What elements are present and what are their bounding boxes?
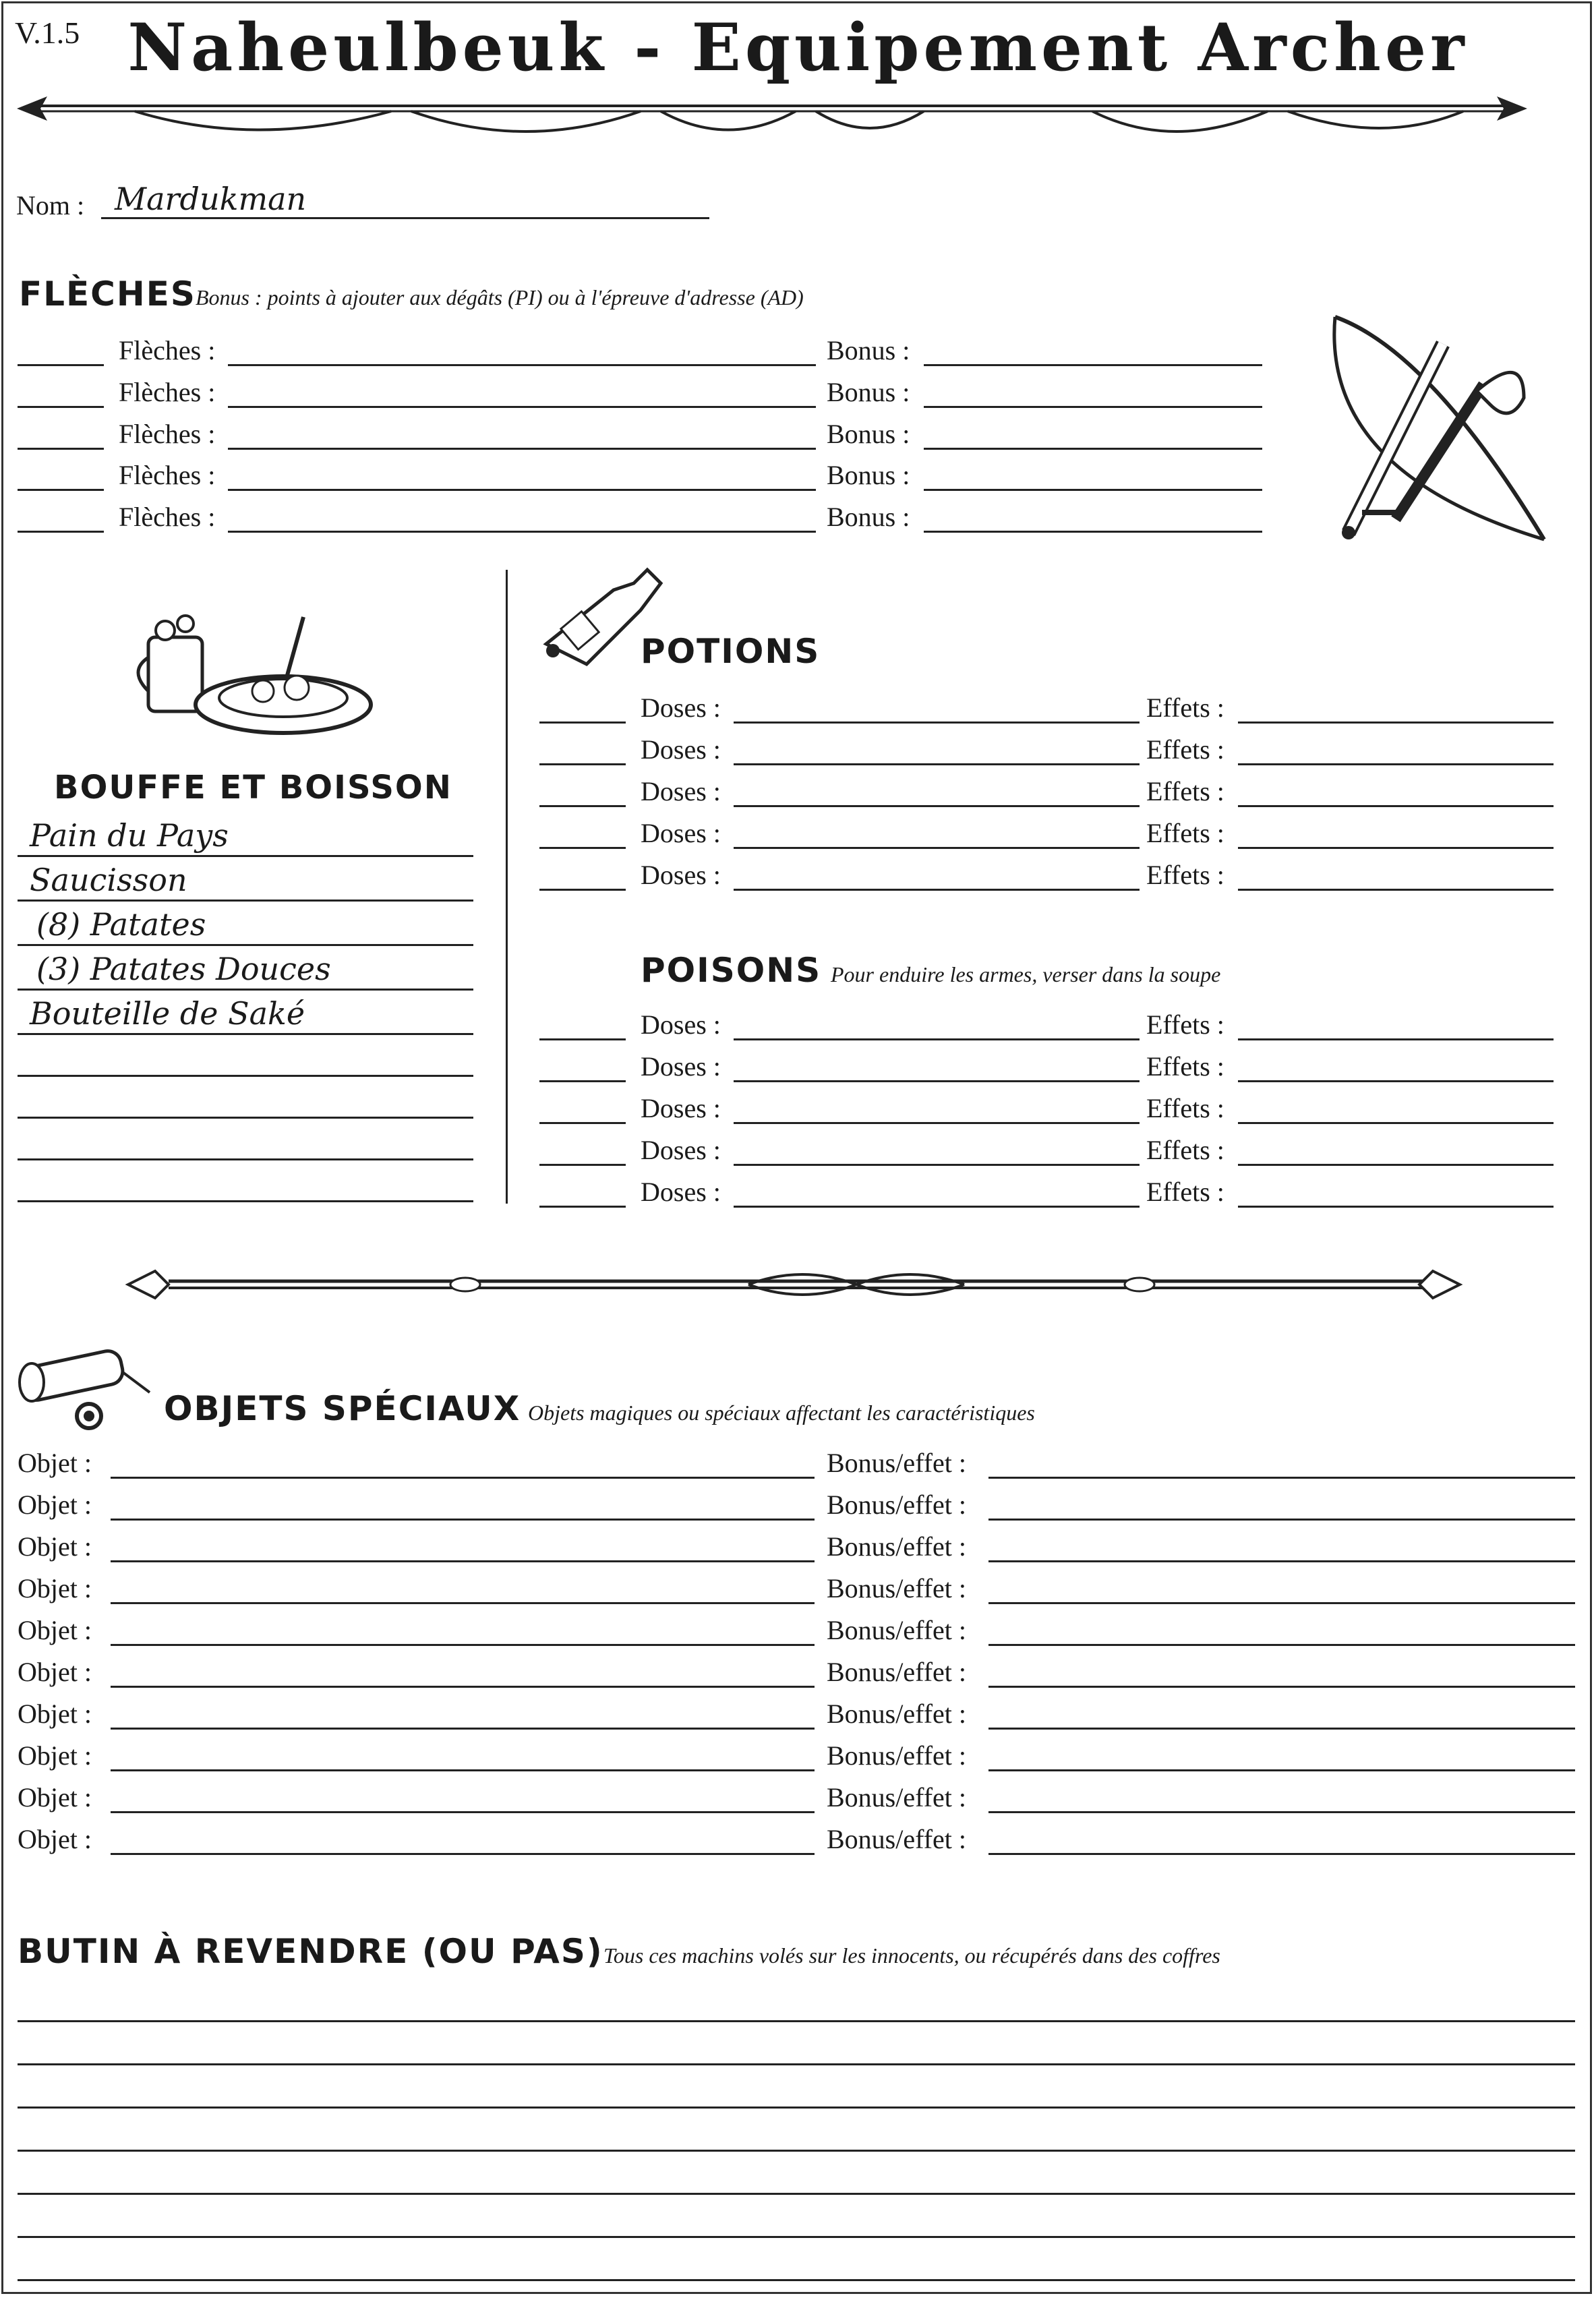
poisons-effects-line[interactable]	[1238, 1164, 1554, 1166]
object-effect-line[interactable]	[988, 1853, 1575, 1855]
scroll-and-ring-icon	[15, 1345, 156, 1433]
poisons-effects-label: Effets :	[1146, 1009, 1224, 1040]
potions-quantity-line[interactable]	[539, 721, 626, 724]
object-label: Objet :	[18, 1615, 92, 1645]
food-heading: BOUFFE ET BOISSON	[54, 769, 452, 806]
object-effect-label: Bonus/effet :	[827, 1615, 967, 1645]
poisons-doses-line[interactable]	[734, 1206, 1140, 1208]
object-effect-label: Bonus/effet :	[827, 1699, 967, 1729]
arrow-bonus-label: Bonus :	[827, 377, 910, 407]
poisons-effects-line[interactable]	[1238, 1122, 1554, 1124]
name-line	[101, 217, 709, 219]
object-line[interactable]	[111, 1728, 815, 1730]
arrow-divider-icon	[13, 84, 1531, 152]
poisons-quantity-line[interactable]	[539, 1038, 626, 1040]
poisons-effects-label: Effets :	[1146, 1093, 1224, 1123]
food-line[interactable]	[18, 1200, 473, 1202]
poisons-doses-label: Doses :	[641, 1177, 721, 1207]
poisons-heading: POISONS	[641, 951, 822, 990]
food-line[interactable]	[18, 900, 473, 902]
object-effect-label: Bonus/effet :	[827, 1531, 967, 1562]
arrow-quantity-line[interactable]	[18, 448, 104, 450]
object-effect-label: Bonus/effet :	[827, 1448, 967, 1478]
food-line[interactable]	[18, 989, 473, 991]
object-effect-line[interactable]	[988, 1602, 1575, 1604]
arrow-quantity-line[interactable]	[18, 364, 104, 366]
column-divider	[506, 570, 508, 1204]
object-label: Objet :	[18, 1531, 92, 1562]
poisons-doses-label: Doses :	[641, 1051, 721, 1082]
arrow-row-label: Flèches :	[119, 502, 216, 532]
arrow-row-label: Flèches :	[119, 377, 216, 407]
potions-doses-label: Doses :	[641, 860, 721, 890]
object-effect-line[interactable]	[988, 1811, 1575, 1813]
object-effect-line[interactable]	[988, 1769, 1575, 1771]
staff-divider-icon	[128, 1261, 1463, 1308]
poisons-effects-line[interactable]	[1238, 1206, 1554, 1208]
object-effect-label: Bonus/effet :	[827, 1573, 967, 1603]
object-effect-line[interactable]	[988, 1644, 1575, 1646]
arrow-quantity-line[interactable]	[18, 406, 104, 408]
poisons-doses-line[interactable]	[734, 1038, 1140, 1040]
potions-quantity-line[interactable]	[539, 763, 626, 765]
loot-line[interactable]	[18, 2150, 1575, 2152]
poisons-doses-line[interactable]	[734, 1122, 1140, 1124]
arrow-row-label: Flèches :	[119, 460, 216, 490]
object-label: Objet :	[18, 1657, 92, 1687]
potions-effects-label: Effets :	[1146, 776, 1224, 806]
object-label: Objet :	[18, 1740, 92, 1771]
food-line[interactable]	[18, 1033, 473, 1035]
arrow-bonus-line[interactable]	[924, 531, 1262, 533]
potions-doses-label: Doses :	[641, 693, 721, 723]
poisons-quantity-line[interactable]	[539, 1164, 626, 1166]
arrow-bonus-line[interactable]	[924, 364, 1262, 366]
object-label: Objet :	[18, 1573, 92, 1603]
arrow-quantity-line[interactable]	[18, 489, 104, 491]
object-line[interactable]	[111, 1853, 815, 1855]
object-line[interactable]	[111, 1644, 815, 1646]
special-note: Objets magiques ou spéciaux affectant les caractéristiques	[528, 1401, 1035, 1425]
arrow-bonus-label: Bonus :	[827, 335, 910, 365]
crossed-sword-axe-bow-icon	[1322, 310, 1564, 553]
loot-note: Tous ces machins volés sur les innocents, ou récupérés dans des coffres	[603, 1943, 1220, 1968]
potions-effects-line[interactable]	[1238, 763, 1554, 765]
food-line[interactable]	[18, 944, 473, 946]
food-line[interactable]	[18, 1075, 473, 1077]
object-line[interactable]	[111, 1602, 815, 1604]
object-effect-line[interactable]	[988, 1477, 1575, 1479]
object-effect-label: Bonus/effet :	[827, 1657, 967, 1687]
arrow-bonus-label: Bonus :	[827, 419, 910, 449]
arrow-bonus-label: Bonus :	[827, 460, 910, 490]
name-value[interactable]: Mardukman	[115, 181, 307, 217]
poisons-effects-label: Effets :	[1146, 1177, 1224, 1207]
poisons-effects-label: Effets :	[1146, 1051, 1224, 1082]
object-line[interactable]	[111, 1477, 815, 1479]
poisons-note: Pour enduire les armes, verser dans la soupe	[831, 962, 1221, 986]
poisons-doses-label: Doses :	[641, 1093, 721, 1123]
poisons-doses-line[interactable]	[734, 1164, 1140, 1166]
arrows-heading: FLÈCHES	[19, 274, 196, 314]
object-line[interactable]	[111, 1560, 815, 1562]
potions-doses-line[interactable]	[734, 889, 1140, 891]
food-item[interactable]: (3) Patates Douces	[36, 951, 331, 987]
poisons-effects-line[interactable]	[1238, 1080, 1554, 1082]
object-line[interactable]	[111, 1769, 815, 1771]
object-label: Objet :	[18, 1824, 92, 1854]
potions-doses-label: Doses :	[641, 818, 721, 848]
arrow-type-line[interactable]	[228, 448, 816, 450]
poisons-effects-line[interactable]	[1238, 1038, 1554, 1040]
object-effect-label: Bonus/effet :	[827, 1824, 967, 1854]
arrow-bonus-line[interactable]	[924, 489, 1262, 491]
food-line[interactable]	[18, 1117, 473, 1119]
name-label: Nom :	[16, 190, 85, 220]
object-label: Objet :	[18, 1782, 92, 1813]
potions-doses-label: Doses :	[641, 776, 721, 806]
food-item[interactable]: Pain du Pays	[30, 817, 229, 854]
poisons-doses-line[interactable]	[734, 1080, 1140, 1082]
food-line[interactable]	[18, 1158, 473, 1160]
special-heading: OBJETS SPÉCIAUX	[164, 1389, 521, 1428]
object-label: Objet :	[18, 1699, 92, 1729]
beer-mug-and-plate-icon	[135, 603, 378, 738]
object-effect-label: Bonus/effet :	[827, 1490, 967, 1520]
arrow-bonus-label: Bonus :	[827, 502, 910, 532]
object-label: Objet :	[18, 1448, 92, 1478]
arrows-note: Bonus : points à ajouter aux dégâts (PI) ou à l'épreuve d'adresse (AD)	[196, 285, 804, 310]
loot-heading: BUTIN À REVENDRE (OU PAS)	[18, 1932, 603, 1971]
object-line[interactable]	[111, 1519, 815, 1521]
poisons-doses-label: Doses :	[641, 1135, 721, 1165]
arrow-bonus-line[interactable]	[924, 406, 1262, 408]
object-effect-line[interactable]	[988, 1686, 1575, 1688]
loot-line[interactable]	[18, 2106, 1575, 2109]
potions-effects-label: Effets :	[1146, 818, 1224, 848]
food-line[interactable]	[18, 855, 473, 857]
arrow-row-label: Flèches :	[119, 419, 216, 449]
loot-line[interactable]	[18, 2063, 1575, 2065]
object-effect-line[interactable]	[988, 1728, 1575, 1730]
loot-line[interactable]	[18, 2193, 1575, 2195]
potions-effects-label: Effets :	[1146, 693, 1224, 723]
potions-quantity-line[interactable]	[539, 805, 626, 807]
poisons-doses-label: Doses :	[641, 1009, 721, 1040]
arrow-bonus-line[interactable]	[924, 448, 1262, 450]
potions-effects-label: Effets :	[1146, 860, 1224, 890]
object-effect-line[interactable]	[988, 1560, 1575, 1562]
potions-effects-line[interactable]	[1238, 889, 1554, 891]
potions-quantity-line[interactable]	[539, 889, 626, 891]
arrow-type-line[interactable]	[228, 489, 816, 491]
loot-line[interactable]	[18, 2236, 1575, 2238]
version-label: V.1.5	[15, 16, 80, 50]
object-effect-label: Bonus/effet :	[827, 1740, 967, 1771]
poisons-quantity-line[interactable]	[539, 1080, 626, 1082]
potions-effects-label: Effets :	[1146, 734, 1224, 765]
arrow-type-line[interactable]	[228, 364, 816, 366]
potions-heading: POTIONS	[641, 632, 821, 671]
object-line[interactable]	[111, 1811, 815, 1813]
arrow-type-line[interactable]	[228, 531, 816, 533]
object-effect-label: Bonus/effet :	[827, 1782, 967, 1813]
potions-doses-line[interactable]	[734, 847, 1140, 849]
food-item[interactable]: (8) Patates	[36, 906, 206, 943]
potions-doses-label: Doses :	[641, 734, 721, 765]
arrow-type-line[interactable]	[228, 406, 816, 408]
potions-doses-line[interactable]	[734, 805, 1140, 807]
potions-effects-line[interactable]	[1238, 805, 1554, 807]
page-title: Naheulbeuk - Equipement Archer	[127, 9, 1469, 86]
poisons-quantity-line[interactable]	[539, 1122, 626, 1124]
food-item[interactable]: Bouteille de Saké	[30, 995, 305, 1032]
arrow-quantity-line[interactable]	[18, 531, 104, 533]
object-label: Objet :	[18, 1490, 92, 1520]
poisons-effects-label: Effets :	[1146, 1135, 1224, 1165]
object-line[interactable]	[111, 1686, 815, 1688]
loot-line[interactable]	[18, 2020, 1575, 2022]
loot-line[interactable]	[18, 2279, 1575, 2281]
object-effect-line[interactable]	[988, 1519, 1575, 1521]
potions-doses-line[interactable]	[734, 763, 1140, 765]
arrow-row-label: Flèches :	[119, 335, 216, 365]
potions-quantity-line[interactable]	[539, 847, 626, 849]
potions-effects-line[interactable]	[1238, 721, 1554, 724]
food-item[interactable]: Saucisson	[30, 862, 187, 898]
potions-doses-line[interactable]	[734, 721, 1140, 724]
poisons-quantity-line[interactable]	[539, 1206, 626, 1208]
potions-effects-line[interactable]	[1238, 847, 1554, 849]
